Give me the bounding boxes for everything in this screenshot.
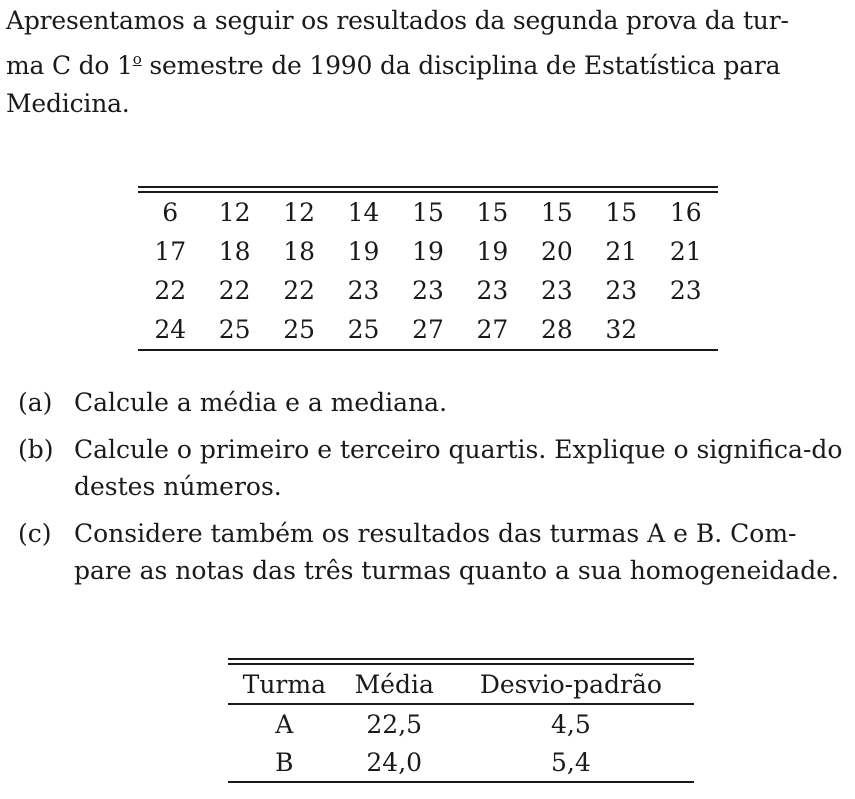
grade-cell: 28 bbox=[540, 315, 573, 344]
grade-cell: 18 bbox=[218, 237, 251, 266]
intro-line-1: Apresentamos a seguir os resultados da segunda prova da tur- bbox=[6, 6, 789, 35]
grade-cell: 23 bbox=[347, 276, 380, 305]
grade-cell: 25 bbox=[218, 315, 251, 344]
grade-cell: 21 bbox=[669, 237, 702, 266]
question-label: (a) bbox=[18, 388, 53, 417]
grade-cell: 19 bbox=[347, 237, 380, 266]
grade-cell: 21 bbox=[605, 237, 638, 266]
grade-cell: 12 bbox=[283, 198, 315, 227]
grade-cell: 23 bbox=[540, 276, 573, 305]
header-desvio: Desvio-padrão bbox=[448, 665, 694, 704]
grades-table bbox=[138, 186, 718, 351]
grade-cell: 17 bbox=[154, 237, 187, 266]
summary-cell: 24,0 bbox=[366, 747, 423, 777]
grade-cell: 6 bbox=[162, 198, 179, 227]
summary-top-rule bbox=[228, 658, 694, 665]
header-media: Média bbox=[341, 665, 448, 704]
grade-cell: 19 bbox=[476, 237, 509, 266]
grade-cell: 25 bbox=[283, 315, 315, 344]
table-top-rule bbox=[138, 186, 718, 193]
intro-line-2-pre: ma C do 1 bbox=[6, 51, 133, 80]
header-turma: Turma bbox=[228, 665, 341, 704]
question-b bbox=[18, 431, 853, 505]
intro-paragraph bbox=[6, 2, 851, 123]
grade-cell: 18 bbox=[283, 237, 315, 266]
grade-cell: 15 bbox=[412, 198, 444, 227]
grades-grid bbox=[138, 193, 718, 349]
grade-cell bbox=[654, 310, 719, 349]
grades-row bbox=[138, 232, 718, 271]
grade-cell: 15 bbox=[540, 198, 573, 227]
grade-cell: 15 bbox=[605, 198, 638, 227]
grade-cell: 23 bbox=[605, 276, 638, 305]
grade-cell: 14 bbox=[347, 198, 380, 227]
grade-cell: 16 bbox=[669, 198, 702, 227]
grade-cell: 22 bbox=[283, 276, 315, 305]
question-a bbox=[18, 384, 853, 421]
summary-header-row bbox=[228, 665, 694, 704]
grade-cell: 23 bbox=[412, 276, 444, 305]
summary-grid bbox=[228, 665, 694, 781]
grades-row bbox=[138, 310, 718, 349]
summary-cell: 5,4 bbox=[551, 747, 591, 777]
grade-cell: 27 bbox=[412, 315, 444, 344]
grade-cell: 19 bbox=[412, 237, 444, 266]
grade-cell: 12 bbox=[218, 198, 251, 227]
question-label: (c) bbox=[18, 519, 52, 548]
grade-cell: 25 bbox=[347, 315, 380, 344]
intro-line-3: Medicina. bbox=[6, 89, 130, 118]
grade-cell: 20 bbox=[540, 237, 573, 266]
question-c bbox=[18, 515, 853, 589]
questions-list bbox=[18, 384, 853, 599]
grade-cell: 23 bbox=[669, 276, 702, 305]
grade-cell: 32 bbox=[605, 315, 638, 344]
summary-cell: A bbox=[275, 709, 294, 739]
grades-row bbox=[138, 271, 718, 310]
grade-cell: 24 bbox=[154, 315, 187, 344]
table-bottom-rule bbox=[138, 349, 718, 351]
question-text: Calcule o primeiro e terceiro quartis. Explique o significa-do destes números. bbox=[74, 435, 843, 501]
summary-cell: 4,5 bbox=[551, 709, 591, 739]
summary-bottom-rule bbox=[228, 781, 694, 783]
grade-cell: 15 bbox=[476, 198, 509, 227]
grade-cell: 22 bbox=[154, 276, 187, 305]
summary-cell: B bbox=[275, 747, 294, 777]
intro-line-2-post: semestre de 1990 da disciplina de Estatística para bbox=[141, 51, 781, 80]
summary-row bbox=[228, 704, 694, 743]
question-text: Considere também os resultados das turmas A e B. Com-pare as notas das três turmas quanto a sua homogeneidade. bbox=[74, 519, 839, 585]
grade-cell: 27 bbox=[476, 315, 509, 344]
summary-cell: 22,5 bbox=[366, 709, 423, 739]
ordinal-superscript: o bbox=[132, 50, 142, 68]
question-label: (b) bbox=[18, 435, 54, 464]
summary-row bbox=[228, 743, 694, 781]
summary-table bbox=[228, 658, 694, 783]
grade-cell: 23 bbox=[476, 276, 509, 305]
question-text: Calcule a média e a mediana. bbox=[74, 388, 448, 417]
grades-row bbox=[138, 193, 718, 232]
grade-cell: 22 bbox=[218, 276, 251, 305]
